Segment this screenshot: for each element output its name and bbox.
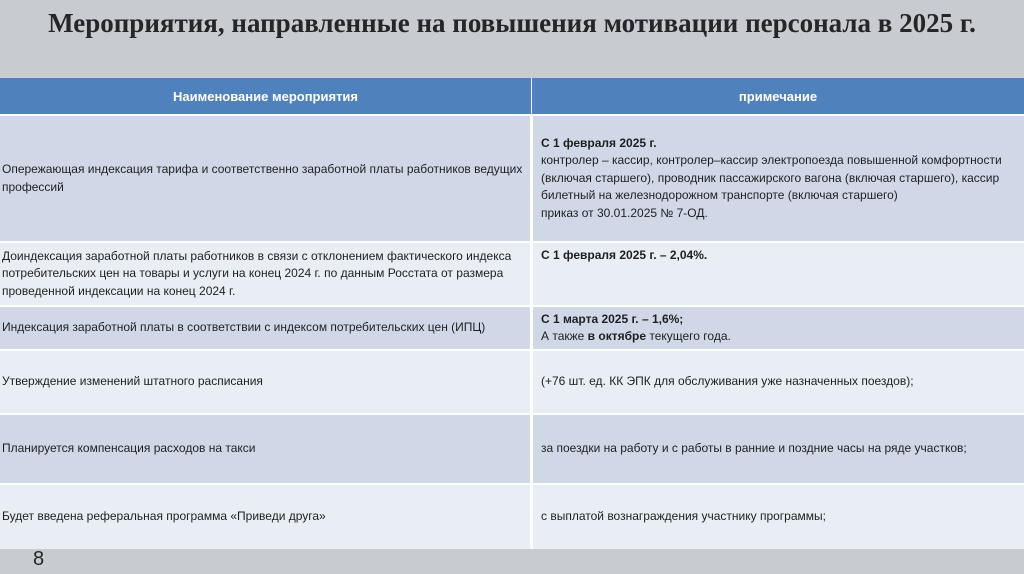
table-row: [0, 484, 1024, 549]
note-date: С 1 февраля 2025 г.: [541, 135, 657, 150]
measure-note: [532, 115, 1024, 242]
table-header-row: [0, 78, 1024, 115]
table-row: [0, 306, 1024, 350]
measure-name: Опережающая индексация тарифа и соответственно заработной платы работников ведущих профессий: [0, 115, 532, 242]
measure-name: Будет введена реферальная программа «Приведи друга»: [0, 484, 532, 549]
measure-note: [532, 242, 1024, 306]
measures-table: [0, 78, 1024, 549]
measure-note: с выплатой вознаграждения участнику программы;: [532, 484, 1024, 549]
header-note: примечание: [532, 78, 1024, 115]
note-text: А также в октябре текущего года.: [541, 329, 731, 343]
page-title: Мероприятия, направленные на повышения мотивации персонала в 2025 г.: [48, 8, 976, 38]
measure-note: (+76 шт. ед. КК ЭПК для обслуживания уже назначенных поездов);: [532, 350, 1024, 414]
note-order: приказ от 30.01.2025 № 7-ОД.: [541, 205, 708, 220]
table-row: [0, 414, 1024, 484]
table-row: [0, 242, 1024, 306]
note-date: С 1 февраля 2025 г. – 2,04%.: [541, 248, 708, 262]
measure-name: Доиндексация заработной платы работников в связи с отклонением фактического индекса потребительских цен на товары и услуги на конец 2024 г. по данным Росстата от размера проведенной индексации на конец 2024 г.: [0, 242, 532, 306]
header-measure-name: Наименование мероприятия: [0, 78, 532, 115]
measure-name: Планируется компенсация расходов на такси: [0, 414, 532, 484]
note-date: С 1 марта 2025 г. – 1,6%;: [541, 311, 684, 326]
table-row: [0, 115, 1024, 242]
page-number: 8: [33, 548, 45, 570]
measure-name: Утверждение изменений штатного расписания: [0, 350, 532, 414]
measure-name: Индексация заработной платы в соответствии с индексом потребительских цен (ИПЦ): [0, 306, 532, 350]
measure-note: за поездки на работу и с работы в ранние и поздние часы на ряде участков;: [532, 414, 1024, 484]
note-text: контролер – кассир, контролер–кассир электропоезда повышенной комфортности (включая старшего), проводник пассажирского вагона (включая старшего), кассир билетный на железнодорожном транспорте (включая старшего): [541, 153, 1002, 203]
measure-note: [532, 306, 1024, 350]
table-row: [0, 350, 1024, 414]
